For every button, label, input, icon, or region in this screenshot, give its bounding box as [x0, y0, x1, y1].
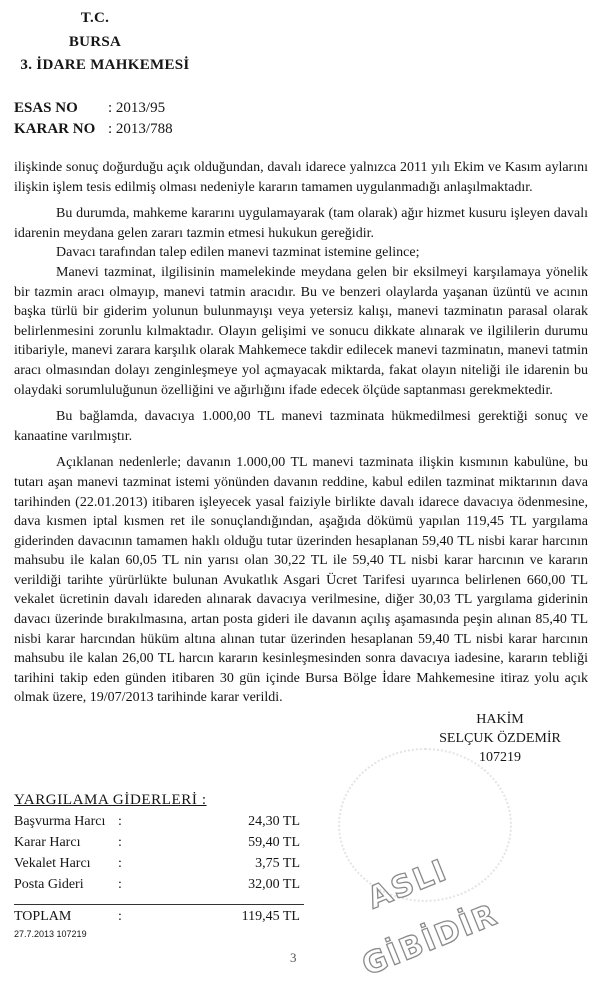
paragraph: ilişkinde sonuç doğurduğu açık olduğundan, davalı idarece yalnızca 2011 yılı Ekim ve Kasım aylarını ilişkin işlem tesis edilmiş olması nedeniyle kararın tamamen uygulanmadığı anlaşılmaktadır.	[14, 160, 588, 195]
judge-title: HAKİM	[476, 712, 524, 727]
decision-body	[14, 158, 588, 708]
header-tc: T.C.	[80, 10, 110, 26]
cost-label: Karar Harcı	[14, 835, 81, 850]
cost-label: Vekalet Harcı	[14, 856, 91, 871]
paragraph: Bu bağlamda, davacıya 1.000,00 TL manevi tazminata hükmedilmesi gerektiği sonuç ve kanaatine varılmıştır.	[14, 409, 588, 444]
cost-value: 24,30 TL	[248, 814, 300, 829]
total-sep: :	[118, 909, 122, 924]
cost-label: Başvurma Harcı	[14, 814, 106, 829]
footer-code: 27.7.2013 107219	[14, 929, 87, 939]
cost-sep: :	[118, 814, 122, 829]
cost-value: 59,40 TL	[248, 835, 300, 850]
page-number: 3	[290, 950, 297, 965]
costs-title: YARGILAMA GİDERLERİ :	[14, 792, 207, 808]
paragraph: Manevi tazminat, ilgilisinin mamelekinde meydana gelen bir eksilmeyi karşılamaya yönelik bir tazmin aracı olmayıp, manevi tatmin aracıdır. Bu ve benzeri olaylarda yaşanan üzüntü ve acının başka türlü bir giderim yolunun bulunmayışı veya yetersiz kalışı, manevi tazminatın parasal olarak belirlenmesini zorunlu kılmaktadır. Olayın gelişimi ve sonucu dikkate alınarak ve ilgililerin durumu itibariyle, manevi zarara karşılık olarak Mahkemece takdir edilecek manevi tazminatın, manevi tatmin aracı olmasından dolayı zenginleşmeye yol açmayacak miktarda, fakat olayın niteliği ile idarenin bu olaydaki sorumluluğunun özelliğini ve ağırlığını ifade edecek ölçüde saptanması gerekmektedir.	[14, 264, 588, 398]
cost-sep: :	[118, 856, 122, 871]
cost-sep: :	[118, 835, 122, 850]
cost-label: Posta Gideri	[14, 877, 84, 892]
cost-sep: :	[118, 877, 122, 892]
cost-value: 3,75 TL	[255, 856, 300, 871]
total-value: 119,45 TL	[241, 909, 300, 924]
judge-name: SELÇUK ÖZDEMİR	[439, 731, 561, 746]
stamp-text: ASLI GİBİDİR	[357, 852, 504, 984]
judge-number: 107219	[479, 750, 521, 765]
paragraph: Davacı tarafından talep edilen manevi tazminat istemine gelince;	[56, 245, 420, 261]
cost-value: 32,00 TL	[248, 877, 300, 892]
karar-value: : 2013/788	[108, 121, 173, 137]
karar-label: KARAR NO	[14, 121, 96, 137]
paragraph: Açıklanan nedenlerle; davanın 1.000,00 TL manevi tazminata ilişkin kısmının kabulüne, bu tutarı aşan manevi tazminat istemi yönünden davanın reddine, kabul edilen tazminat miktarının dava tarihinden (22.01.2013) itibaren işleyecek yasal faiziyle birlikte davalı idarece davacıya ödenmesine, dava kısmen iptal kısmen ret ile sonuçlandığından, aşağıda dökümü yapılan 119,45 TL yargılama giderinden davacının tamamen haklı olduğu tutar üzerinden hesaplanan 59,40 TL nisbi karar harcının mahsubu ile kalan 60,05 TL nin yarısı olan 30,22 TL ile 59,40 TL nisbi karar harcının ve kararın verildiği tarihte yürürlükte bulunan Avukatlık Asgari Ücret Tarifesi uyarınca belirlenen 660,00 TL vekalet ücretinin davalı idareden alınarak davacıya verilmesine, diğer 30,03 TL yargılama giderinin davacı üzerinde bırakılmasına, artan posta gideri ile davanın açılış aşamasında peşin alınan 85,40 TL nisbi karar harcından hüküm altına alınan tutar üzerinden hesaplanan 59,40 TL nisbi karar harcının mahsubu ile kalan 26,00 TL harcın kararın kesinleşmesinden sonra davacıya iadesine, kararın tebliği tarihini takip eden günden itibaren 30 gün içinde Bursa Bölge İdare Mahkemesine itiraz yolu açık olmak üzere, 19/07/2013 tarihinde karar verildi.	[14, 455, 588, 706]
total-divider	[14, 904, 304, 905]
total-label: TOPLAM	[14, 909, 72, 924]
header-city: BURSA	[68, 34, 122, 50]
paragraph: Bu durumda, mahkeme kararını uygulamayarak (tam olarak) ağır hizmet kusuru işleyen davalı idarenin meydana gelen zararı tazmin etmesi hukukun gereğidir.	[14, 206, 588, 241]
esas-value: : 2013/95	[108, 100, 166, 116]
court-name: 3. İDARE MAHKEMESİ	[20, 57, 190, 73]
esas-label: ESAS NO	[14, 100, 78, 116]
